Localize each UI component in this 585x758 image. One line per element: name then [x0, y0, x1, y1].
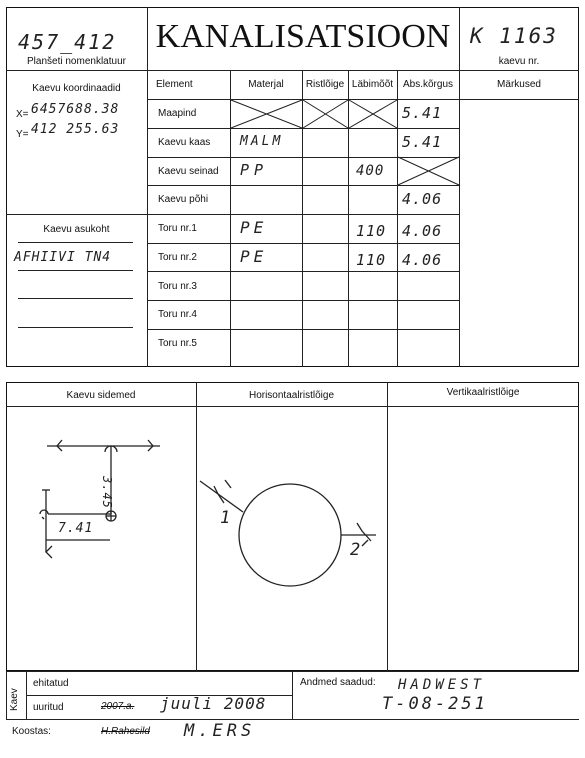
section-connections-label: Kaevu sidemed [66, 390, 136, 401]
sheet-number-handwritten: 457_412 [18, 30, 117, 54]
y-coordinate-handwritten: 412 255.63 [31, 122, 120, 137]
surveyed-handwritten: juuli 2008 [160, 694, 267, 713]
divider [292, 671, 293, 719]
well-circle [239, 484, 341, 586]
col-header-diameter: Läbimõõt [351, 79, 394, 90]
cell-abs-height: 4.06 [402, 251, 443, 269]
row-element: Toru nr.5 [158, 338, 197, 349]
cell-abs-height: 5.41 [402, 133, 443, 151]
col-header-cross-section: Ristlõige [305, 79, 345, 90]
row-element: Toru nr.3 [158, 281, 197, 292]
well-number-label: kaevu nr. [498, 56, 540, 67]
row-element: Toru nr.4 [158, 309, 197, 320]
section-horizontal-label: Horisontaalristlõige [248, 390, 335, 401]
sheet-label: Planšeti nomenklatuur [27, 56, 126, 67]
cell-abs-height: 4.06 [402, 190, 443, 208]
row-element: Toru nr.1 [158, 223, 197, 234]
row-element: Maapind [158, 108, 197, 119]
cell-material: PP [240, 161, 269, 179]
cell-material: PE [240, 218, 268, 237]
section-vertical-label: Vertikaalristlõige [446, 387, 520, 398]
cell-material: PE [240, 247, 268, 266]
cell-diameter: 400 [356, 163, 385, 179]
cell-diameter: 110 [356, 251, 387, 269]
x-prefix: X= [16, 109, 29, 120]
compiled-struck: H.Rahesild [101, 726, 150, 737]
surveyed-struck: 2007.a. [101, 701, 135, 712]
divider [6, 719, 579, 720]
row-element: Kaevu põhi [158, 194, 209, 205]
row-element: Kaevu seinad [158, 166, 219, 177]
col-header-material: Materjal [248, 79, 284, 90]
cell-abs-height: 4.06 [402, 222, 443, 240]
kaev-label: Kaev [9, 688, 20, 711]
coordinates-label: Kaevu koordinaadid [32, 83, 121, 94]
col-header-element: Element [156, 79, 193, 90]
data-from-handwritten-2: T-08-251 [382, 694, 488, 714]
built-label: ehitatud [33, 678, 69, 689]
divider [6, 671, 7, 719]
well-number-handwritten: K 1163 [470, 24, 558, 48]
compiled-label: Koostas: [12, 726, 51, 737]
cell-material: MALM [240, 134, 284, 149]
pipe-1-number: 1 [220, 508, 233, 528]
row-element: Kaevu kaas [158, 137, 211, 148]
compiled-handwritten: M.ERS [184, 721, 256, 741]
data-from-handwritten-1: HADWEST [398, 677, 486, 693]
location-handwritten: AFHIIVI TN4 [14, 250, 112, 265]
col-header-notes: Märkused [497, 79, 541, 90]
page-title: KANALISATSIOON [155, 18, 451, 55]
cell-diameter: 110 [356, 222, 387, 240]
dimension-horizontal: 7.41 [58, 521, 94, 536]
surveyed-label: uuritud [33, 702, 64, 713]
data-from-label: Andmed saadud: [300, 677, 376, 688]
location-label: Kaevu asukoht [43, 224, 110, 235]
x-coordinate-handwritten: 6457688.38 [31, 102, 120, 117]
col-header-abs-height: Abs.kõrgus [402, 79, 454, 90]
row-element: Toru nr.2 [158, 252, 197, 263]
pipe-2-number: 2 [350, 540, 363, 560]
y-prefix: Y= [16, 129, 29, 140]
dimension-vertical: 3.45 [100, 476, 114, 509]
cell-abs-height: 5.41 [402, 104, 443, 122]
